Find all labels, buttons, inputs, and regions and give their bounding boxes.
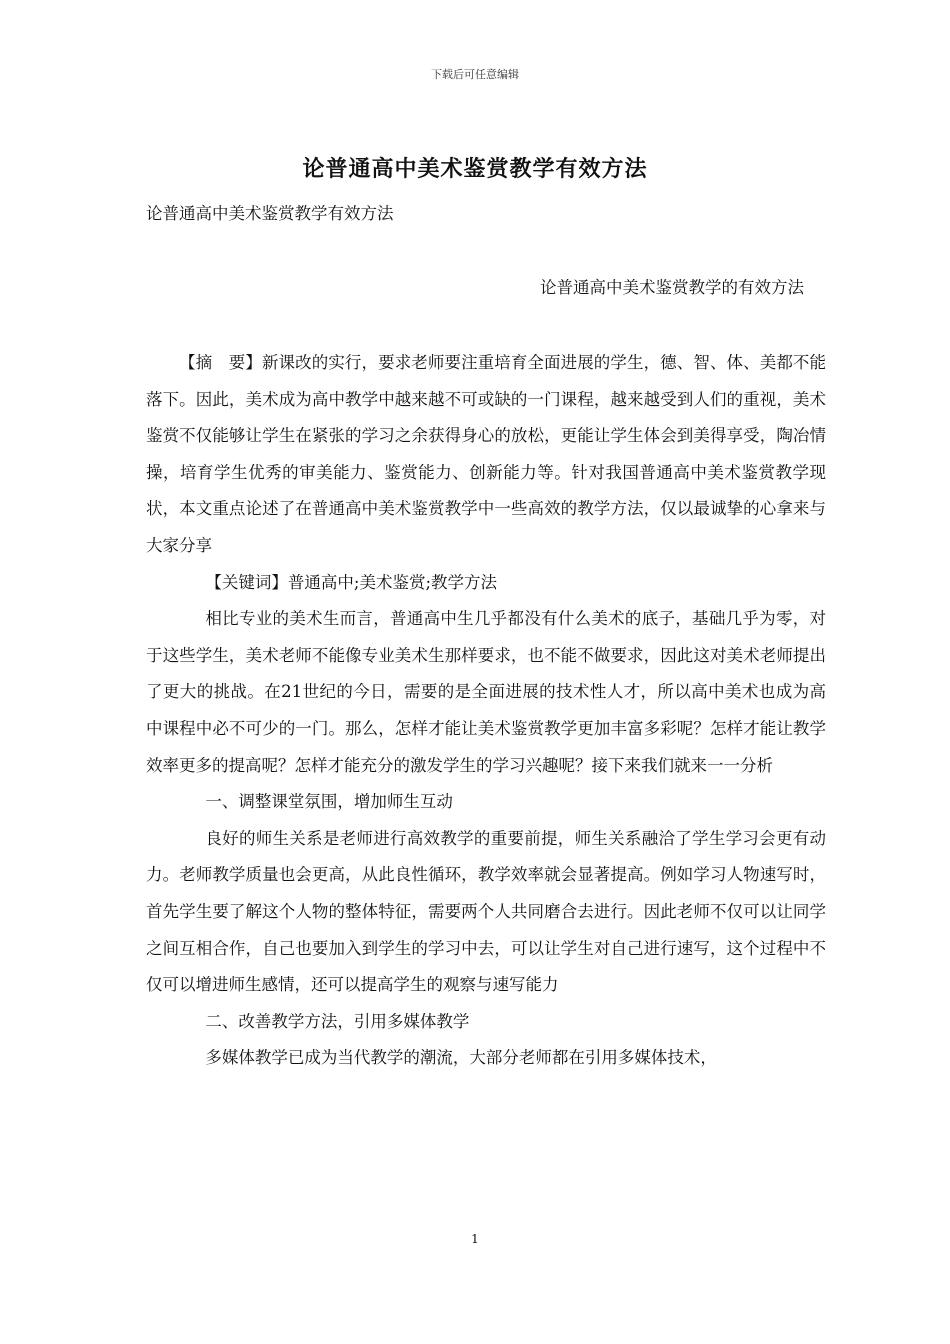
intro-paragraph: 相比专业的美术生而言，普通高中生几乎都没有什么美术的底子，基础几乎为零，对于这些学生，美术老师不能像专业美术生那样要求，也不能不做要求，因此这对美术老师提出了更大的挑战。在21世纪的今日，需要的是全面进展的技术性人才，所以高中美术也成为高中课程中必不可少的一门。那么，怎样才能让美术鉴赏教学更加丰富多彩呢？怎样才能让教学效率更多的提高呢？怎样才能充分的激发学生的学习兴趣呢？接下来我们就来一一分析 [146,609,826,775]
article-title-right: 论普通高中美术鉴赏教学的有效方法 [540,278,804,297]
abstract-paragraph: 【摘 要】新课改的实行，要求老师要注重培育全面进展的学生，德、智、体、美都不能落下。因此，美术成为高中教学中越来越不可或缺的一门课程，越来越受到人们的重视，美术鉴赏不仅能够让学生在紧张的学习之余获得身心的放松，更能让学生体会到美得享受，陶冶情操，培育学生优秀的审美能力、鉴赏能力、创新能力等。针对我国普通高中美术鉴赏教学现状，本文重点论述了在普通高中美术鉴赏教学中一些高效的教学方法，仅以最诚挚的心拿来与大家分享 [146,353,826,555]
document-title: 论普通高中美术鉴赏教学有效方法 [302,156,648,182]
document-subtitle: 论普通高中美术鉴赏教学有效方法 [146,204,394,223]
section-heading-1: 一、调整课堂氛围，增加师生互动 [205,792,453,812]
section-2-paragraph: 多媒体教学已成为当代教学的潮流，大部分老师都在引用多媒体技术， [205,1048,717,1068]
section-1-paragraph: 良好的师生关系是老师进行高效教学的重要前提，师生关系融洽了学生学习会更有动力。老师教学质量也会更高，从此良性循环，教学效率就会显著提高。例如学习人物速写时，首先学生要了解这个人物的整体特征，需要两个人共同磨合去进行。因此老师不仅可以让同学之间互相合作，自己也要加入到学生的学习中去，可以让学生对自己进行速写，这个过程中不仅可以增进师生感情，还可以提高学生的观察与速写能力 [146,828,826,995]
document-body [146,345,826,1077]
keywords-paragraph: 【关键词】普通高中;美术鉴赏;教学方法 [205,572,498,592]
page-number: 1 [471,1232,479,1246]
page-header-note: 下载后可任意编辑 [431,68,519,81]
section-heading-2: 二、改善教学方法，引用多媒体教学 [205,1011,470,1031]
